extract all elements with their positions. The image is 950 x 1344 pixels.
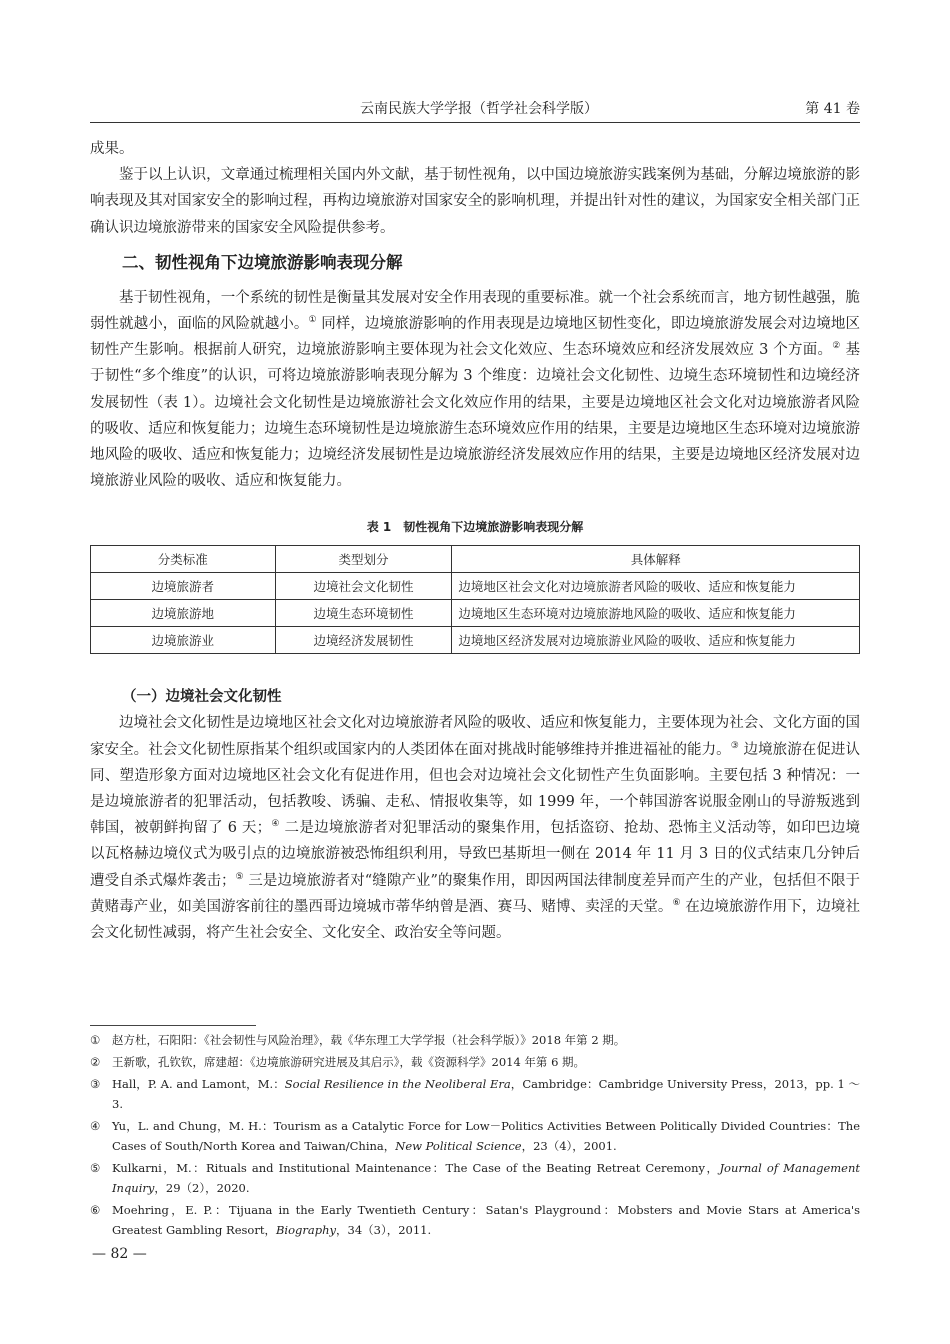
table-header-row <box>91 546 860 573</box>
section-heading: 二、韧性视角下边境旅游影响表现分解 <box>122 252 403 272</box>
table-header-cell: 类型划分 <box>275 546 452 573</box>
footnote-ref[interactable]: ② <box>832 341 841 352</box>
footnote-ref[interactable]: ① <box>308 315 317 326</box>
footnote-item: ② 王新歌，孔钦钦，席建超：《边境旅游研究进展及其启示》，载《资源科学》2014 年第 6 期。 <box>90 1052 860 1072</box>
table-cell: 边境社会文化韧性 <box>275 573 452 600</box>
footnote-mark: ① <box>90 1033 101 1047</box>
footnote-item: ④ Yu，L. and Chung，M. H.：Tourism as a Catalytic Force for Low－Politics Activities Between Politically Divided Countries：The Cases of South/North Korea and Taiwan/China，New Political Science，23（4），2001. <box>90 1116 860 1156</box>
table-row <box>91 627 860 654</box>
running-header <box>90 92 860 123</box>
table-cell: 边境地区生态环境对边境旅游地风险的吸收、适应和恢复能力 <box>452 600 860 627</box>
table-cell: 边境旅游地 <box>91 600 276 627</box>
main-content <box>90 136 860 946</box>
intro-paragraph: 鉴于以上认识，文章通过梳理相关国内外文献，基于韧性视角，以中国边境旅游实践案例为基础，分解边境旅游的影响表现及其对国家安全的影响过程，再构边境旅游对国家安全的影响机理，并提出针对性的建议，为国家安全相关部门正确认识边境旅游带来的国家安全风险提供参考。 <box>90 167 860 236</box>
table-cell: 边境旅游业 <box>91 627 276 654</box>
footnote-item: ⑥ Moehring，E. P.：Tijuana in the Early Twentieth Century：Satan's Playground：Mobsters and Movie Stars at America's Greatest Gambling Resort，Biography，34（3），2011. <box>90 1200 860 1240</box>
section-paragraph: 基于韧性视角，一个系统的韧性是衡量其发展对安全作用表现的重要标准。就一个社会系统而言，地方韧性越强，脆弱性就越小，面临的风险就越小。① 同样，边境旅游影响的作用表现是边境地区韧性变化，即边境旅游发展会对边境地区韧性产生影响。根据前人研究，边境旅游影响主要体现为社会文化效应、生态环境效应和经济发展效应 3 个方面。② 基于韧性“多个维度”的认识，可将边境旅游影响表现分解为 3 个维度：边境社会文化韧性、边境生态环境韧性和边境经济发展韧性（表 1）。边境社会文化韧性是边境旅游社会文化效应作用的结果，主要是边境地区社会文化对边境旅游者风险的吸收、适应和恢复能力；边境生态环境韧性是边境旅游生态环境效应作用的结果，主要是边境地区生态环境对边境旅游地风险的吸收、适应和恢复能力；边境经济发展韧性是边境旅游经济发展效应作用的结果，主要是边境地区经济发展对边境旅游业风险的吸收、适应和恢复能力。 <box>90 289 860 490</box>
footnote-mark: ⑤ <box>90 1161 101 1175</box>
footnote-mark: ② <box>90 1055 101 1069</box>
footnote-mark: ⑥ <box>90 1203 101 1217</box>
table-row <box>91 600 860 627</box>
footnote-mark: ④ <box>90 1119 101 1133</box>
volume-number: 第 41 卷 <box>805 101 860 117</box>
table-cell: 边境地区经济发展对边境旅游业风险的吸收、适应和恢复能力 <box>452 627 860 654</box>
subsection-paragraph: 边境社会文化韧性是边境地区社会文化对边境旅游者风险的吸收、适应和恢复能力，主要体现为社会、文化方面的国家安全。社会文化韧性原指某个组织或国家内的人类团体在面对挑战时能够维持并推进福祉的能力。③ 边境旅游在促进认同、塑造形象方面对边境地区社会文化有促进作用，但也会对边境社会文化韧性产生负面影响。主要包括 3 种情况：一是边境旅游者的犯罪活动，包括教唆、诱骗、走私、情报收集等，如 1999 年，一个韩国游客说服金刚山的导游叛逃到韩国，被朝鲜拘留了 6 天；④ 二是边境旅游者对犯罪活动的聚集作用，包括盗窃、抢劫、恐怖主义活动等，如印巴边境以瓦格赫边境仪式为吸引点的边境旅游被恐怖组织利用，导致巴基斯坦一侧在 2014 年 11 月 3 日的仪式结束几分钟后遭受自杀式爆炸袭击；⑤ 三是边境旅游者对“缝隙产业”的聚集作用，即因两国法律制度差异而产生的产业，包括但不限于黄赌毒产业，如美国游客前往的墨西哥边境城市蒂华纳曾是酒、赛马、赌博、卖淫的天堂。⑥ 在边境旅游作用下，边境社会文化韧性减弱，将产生社会安全、文化安全、政治安全等问题。 <box>90 715 860 942</box>
footnote-ref[interactable]: ④ <box>271 819 280 830</box>
table-header-cell: 分类标准 <box>91 546 276 573</box>
footnote-separator <box>90 1025 256 1026</box>
journal-title: 云南民族大学学报（哲学社会科学版） <box>360 101 598 117</box>
footnotes <box>90 1030 860 1242</box>
footnote-ref[interactable]: ③ <box>730 740 739 751</box>
subsection-heading: （一）边境社会文化韧性 <box>122 689 282 706</box>
resilience-table <box>90 545 860 654</box>
footnote-mark: ③ <box>90 1077 101 1091</box>
footnote-item: ③ Hall，P. A. and Lamont，M.：Social Resilience in the Neoliberal Era，Cambridge：Cambridge University Press，2013，pp. 1 ～3. <box>90 1074 860 1114</box>
footnote-item: ⑤ Kulkarni，M.：Rituals and Institutional Maintenance：The Case of the Beating Retreat Ceremony，Journal of Management Inquiry，29（2），2020. <box>90 1158 860 1198</box>
table-cell: 边境经济发展韧性 <box>275 627 452 654</box>
page-number: — 82 — <box>92 1246 147 1262</box>
table-header-cell: 具体解释 <box>452 546 860 573</box>
footnote-item: ① 赵方杜，石阳阳：《社会韧性与风险治理》，载《华东理工大学学报（社会科学版）》2018 年第 2 期。 <box>90 1030 860 1050</box>
footnote-ref[interactable]: ⑥ <box>672 898 681 909</box>
table-row <box>91 573 860 600</box>
table-cell: 边境地区社会文化对边境旅游者风险的吸收、适应和恢复能力 <box>452 573 860 600</box>
table-cell: 边境旅游者 <box>91 573 276 600</box>
table-caption: 表 1 韧性视角下边境旅游影响表现分解 <box>366 520 584 535</box>
continued-paragraph: 成果。 <box>90 141 134 157</box>
footnote-ref[interactable]: ⑤ <box>235 871 244 882</box>
table-cell: 边境生态环境韧性 <box>275 600 452 627</box>
